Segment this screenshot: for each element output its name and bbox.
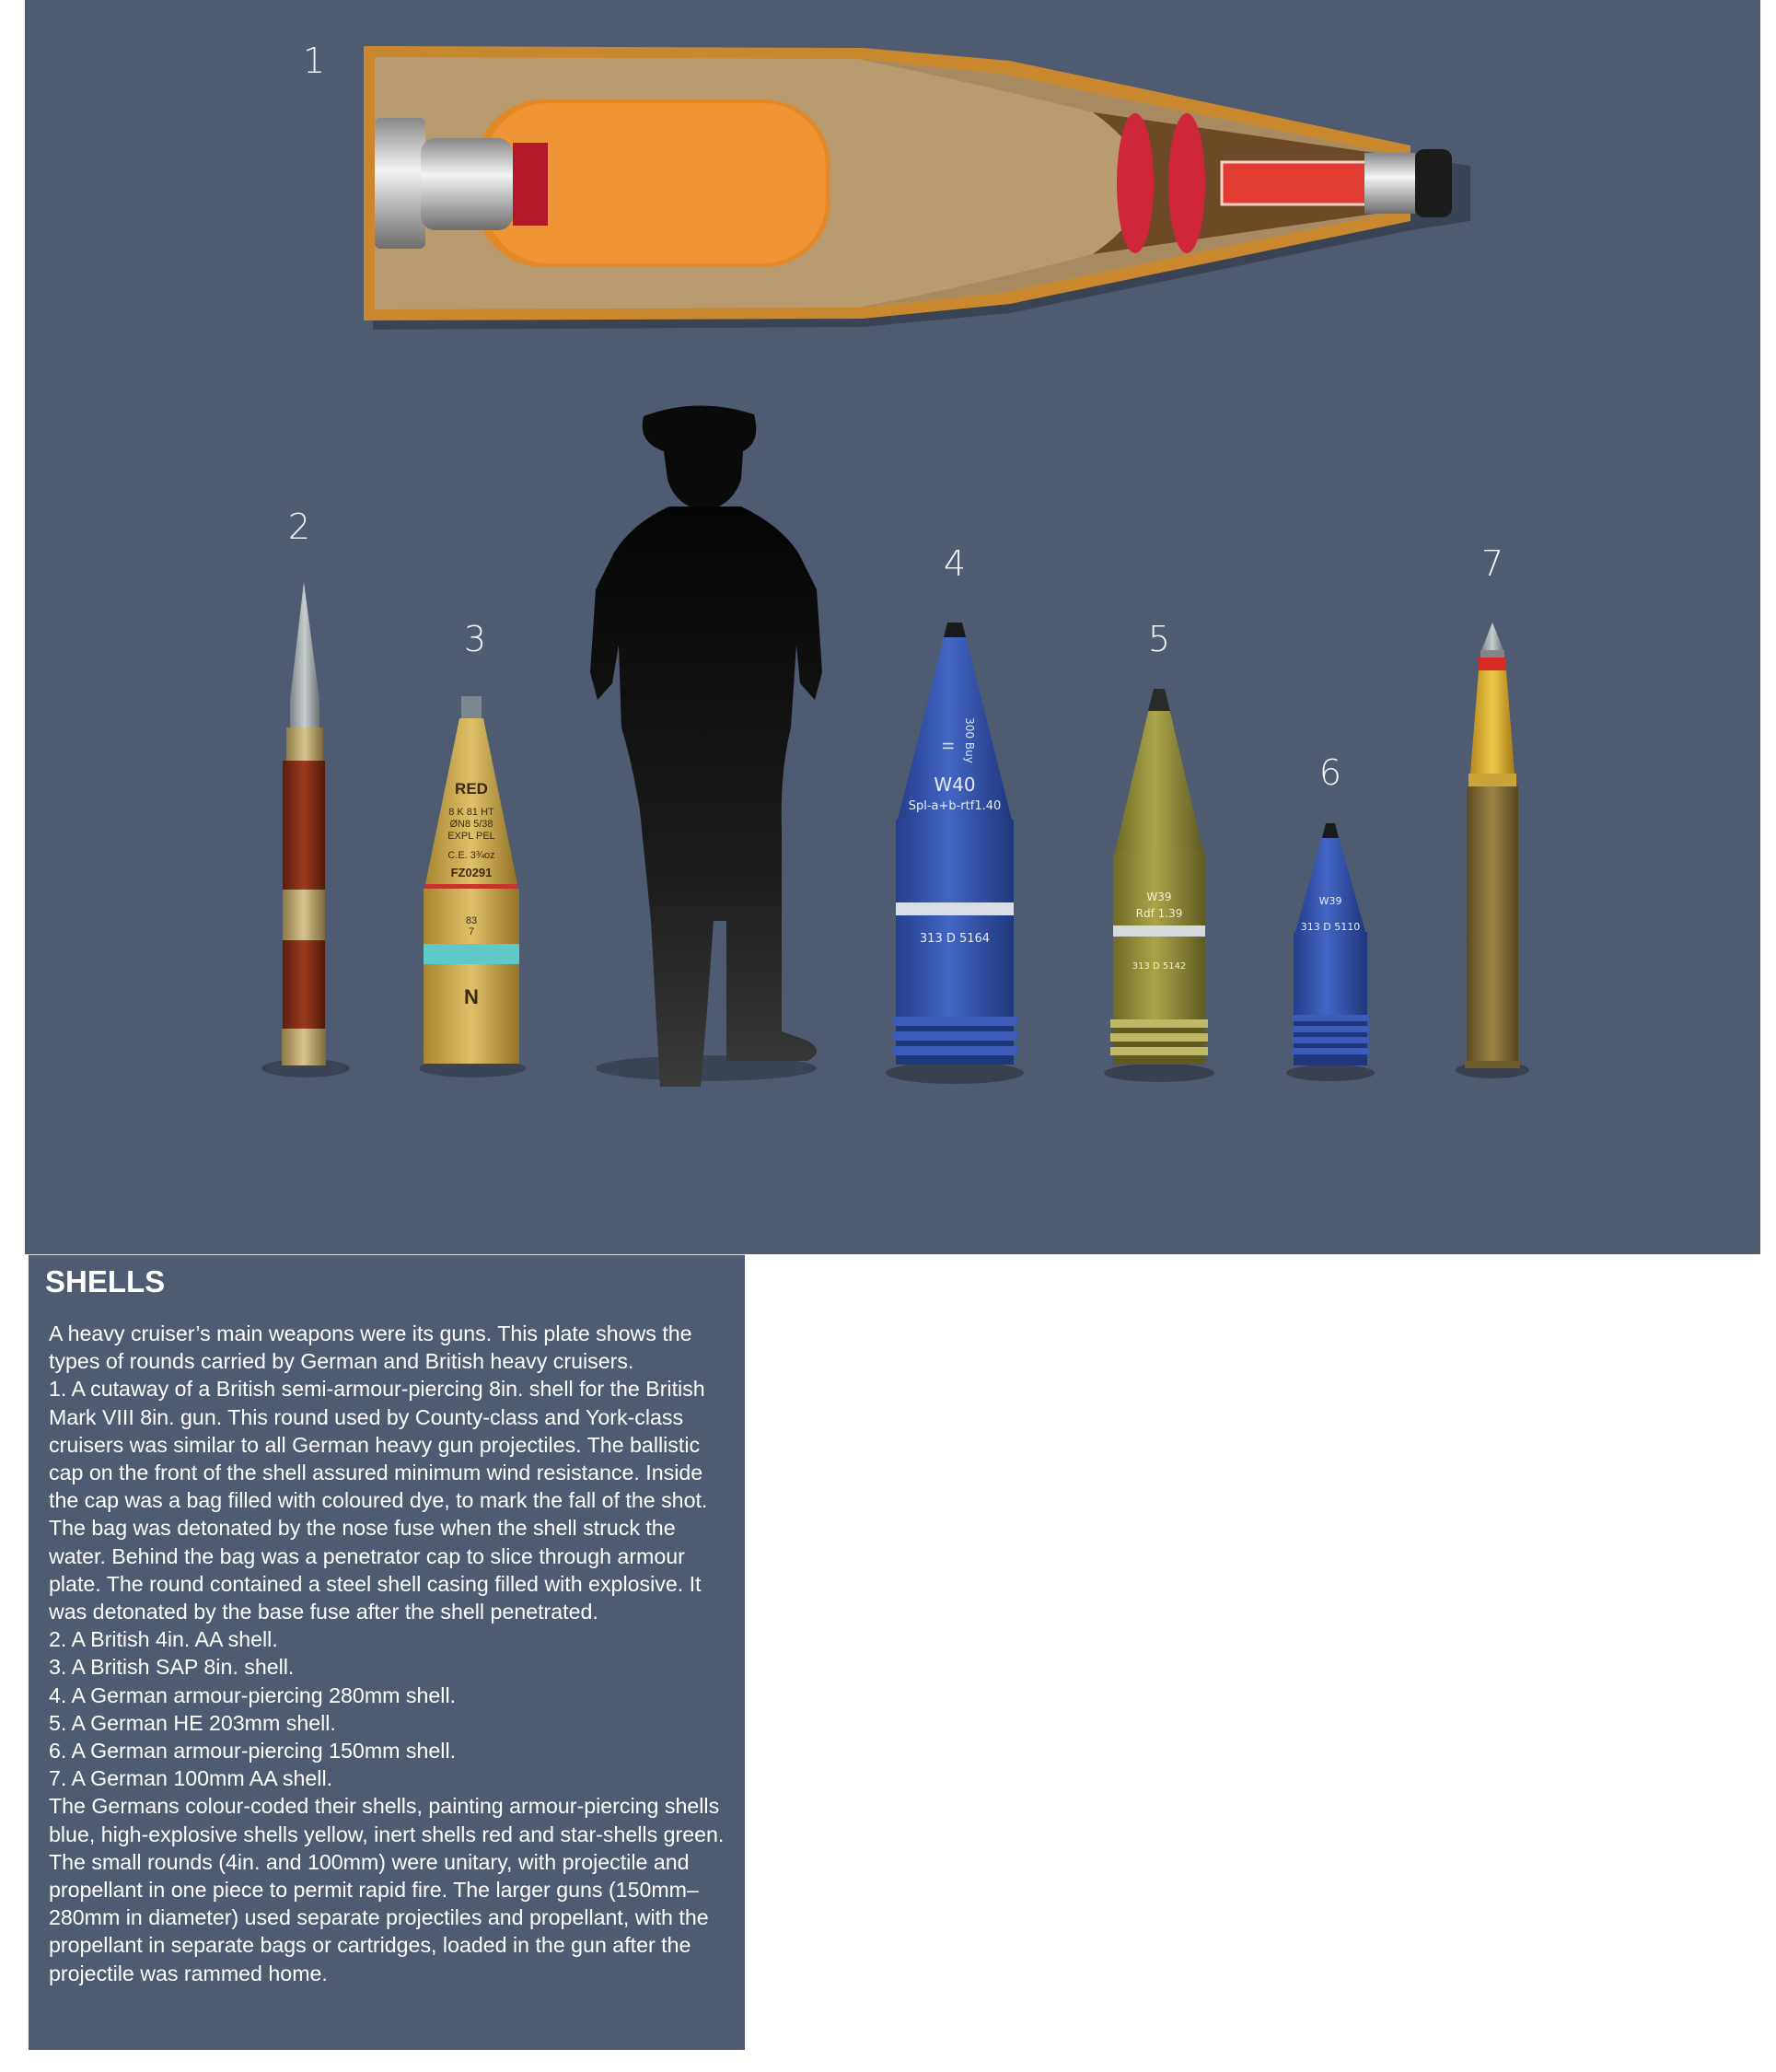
shell-3 <box>419 696 526 1077</box>
shell-4-mark-lot: 313 D 5164 <box>919 932 991 946</box>
label-1: 1 <box>302 41 326 81</box>
illustration-plate <box>25 0 1760 1254</box>
label-4: 4 <box>943 543 967 584</box>
shell-4-mark-300: 300 Buy <box>963 717 976 763</box>
shell-4 <box>886 623 1024 1084</box>
label-7: 7 <box>1480 543 1504 584</box>
caption-panel <box>29 1254 745 2050</box>
shell-3-mark-red: RED <box>455 780 488 797</box>
shell-6-mark-lot: 313 D 5110 <box>1300 921 1361 933</box>
label-5: 5 <box>1147 619 1171 659</box>
caption-item-2: 2. A British 4in. AA shell. <box>49 1627 278 1652</box>
caption-item-5: 5. A German HE 203mm shell. <box>49 1710 336 1735</box>
shell-4-mark-ii: II <box>939 741 957 751</box>
shell-3-mark-line4: C.E. 3¾oz <box>447 850 495 861</box>
label-6: 6 <box>1318 752 1342 793</box>
shell-3-mark-line3: EXPL PEL <box>447 831 495 842</box>
caption-item-7: 7. A German 100mm AA shell. <box>49 1766 333 1791</box>
shell-3-mark-line1: 8 K 81 HT <box>448 807 494 818</box>
shell-4-mark-spl: Spl-a+b-rtf1.40 <box>908 799 1002 813</box>
shell-5-mark-lot: 313 D 5142 <box>1132 961 1187 972</box>
caption-title: SHELLS <box>45 1264 166 1298</box>
caption-item-3: 3. A British SAP 8in. shell. <box>49 1655 295 1680</box>
shell-7 <box>1456 623 1529 1078</box>
shell-2 <box>261 582 350 1077</box>
shell-1-cutaway <box>364 46 1470 330</box>
caption-text <box>49 1320 730 1987</box>
shells-illustration <box>25 0 1760 1254</box>
caption-item-1: 1. A cutaway of a British semi-armour-piercing 8in. shell for the British Mark VIII 8in. gun. This round used by County-class and York-class cruisers was similar to all German heavy gun projectiles. The ballistic cap on the front of the shell assured minimum wind resistance. Inside the cap was a bag filled with coloured dye, to mark the fall of the shot. The bag was detonated by the nose fuse when the shell struck the water. Behind the bag was a penetrator cap to slice through armour plate. The round contained a steel shell casing filled with explosive. It was detonated by the base fuse after the shell penetrated. <box>49 1377 708 1624</box>
label-2: 2 <box>287 506 311 547</box>
caption-colour-code: The Germans colour-coded their shells, painting armour-piercing shells blue, high-explosive shells yellow, inert shells red and star-shells green. The small rounds (4in. and 100mm) were unitary, with projectile and propellant in one piece to permit rapid fire. The larger guns (150mm–280mm in diameter) used separate projectiles and propellant, with the propellant in separate bags or cartridges, loaded in the gun after the projectile was rammed home. <box>49 1794 725 1985</box>
sailor-silhouette <box>590 405 822 1087</box>
shell-5-mark-rdf: Rdf 1.39 <box>1135 907 1183 920</box>
shell-4-mark-w40: W40 <box>934 774 976 796</box>
caption-intro: A heavy cruiser’s main weapons were its guns. This plate shows the types of rounds carried by German and British heavy cruisers. <box>49 1321 692 1374</box>
shell-3-mark-line5: FZ0291 <box>450 866 493 879</box>
shell-3-mark-line7: 7 <box>468 926 475 937</box>
shell-6 <box>1286 823 1375 1081</box>
shell-5-mark-w39: W39 <box>1146 890 1172 903</box>
shell-3-mark-n: N <box>464 985 479 1008</box>
label-3: 3 <box>463 619 487 659</box>
shell-3-mark-line6: 83 <box>465 915 478 926</box>
caption-item-4: 4. A German armour-piercing 280mm shell. <box>49 1682 457 1707</box>
caption-item-6: 6. A German armour-piercing 150mm shell. <box>49 1739 457 1764</box>
shell-5 <box>1104 689 1214 1082</box>
shell-3-mark-line2: ØN8 5/38 <box>449 819 493 830</box>
shell-6-mark-w39: W39 <box>1318 895 1342 907</box>
